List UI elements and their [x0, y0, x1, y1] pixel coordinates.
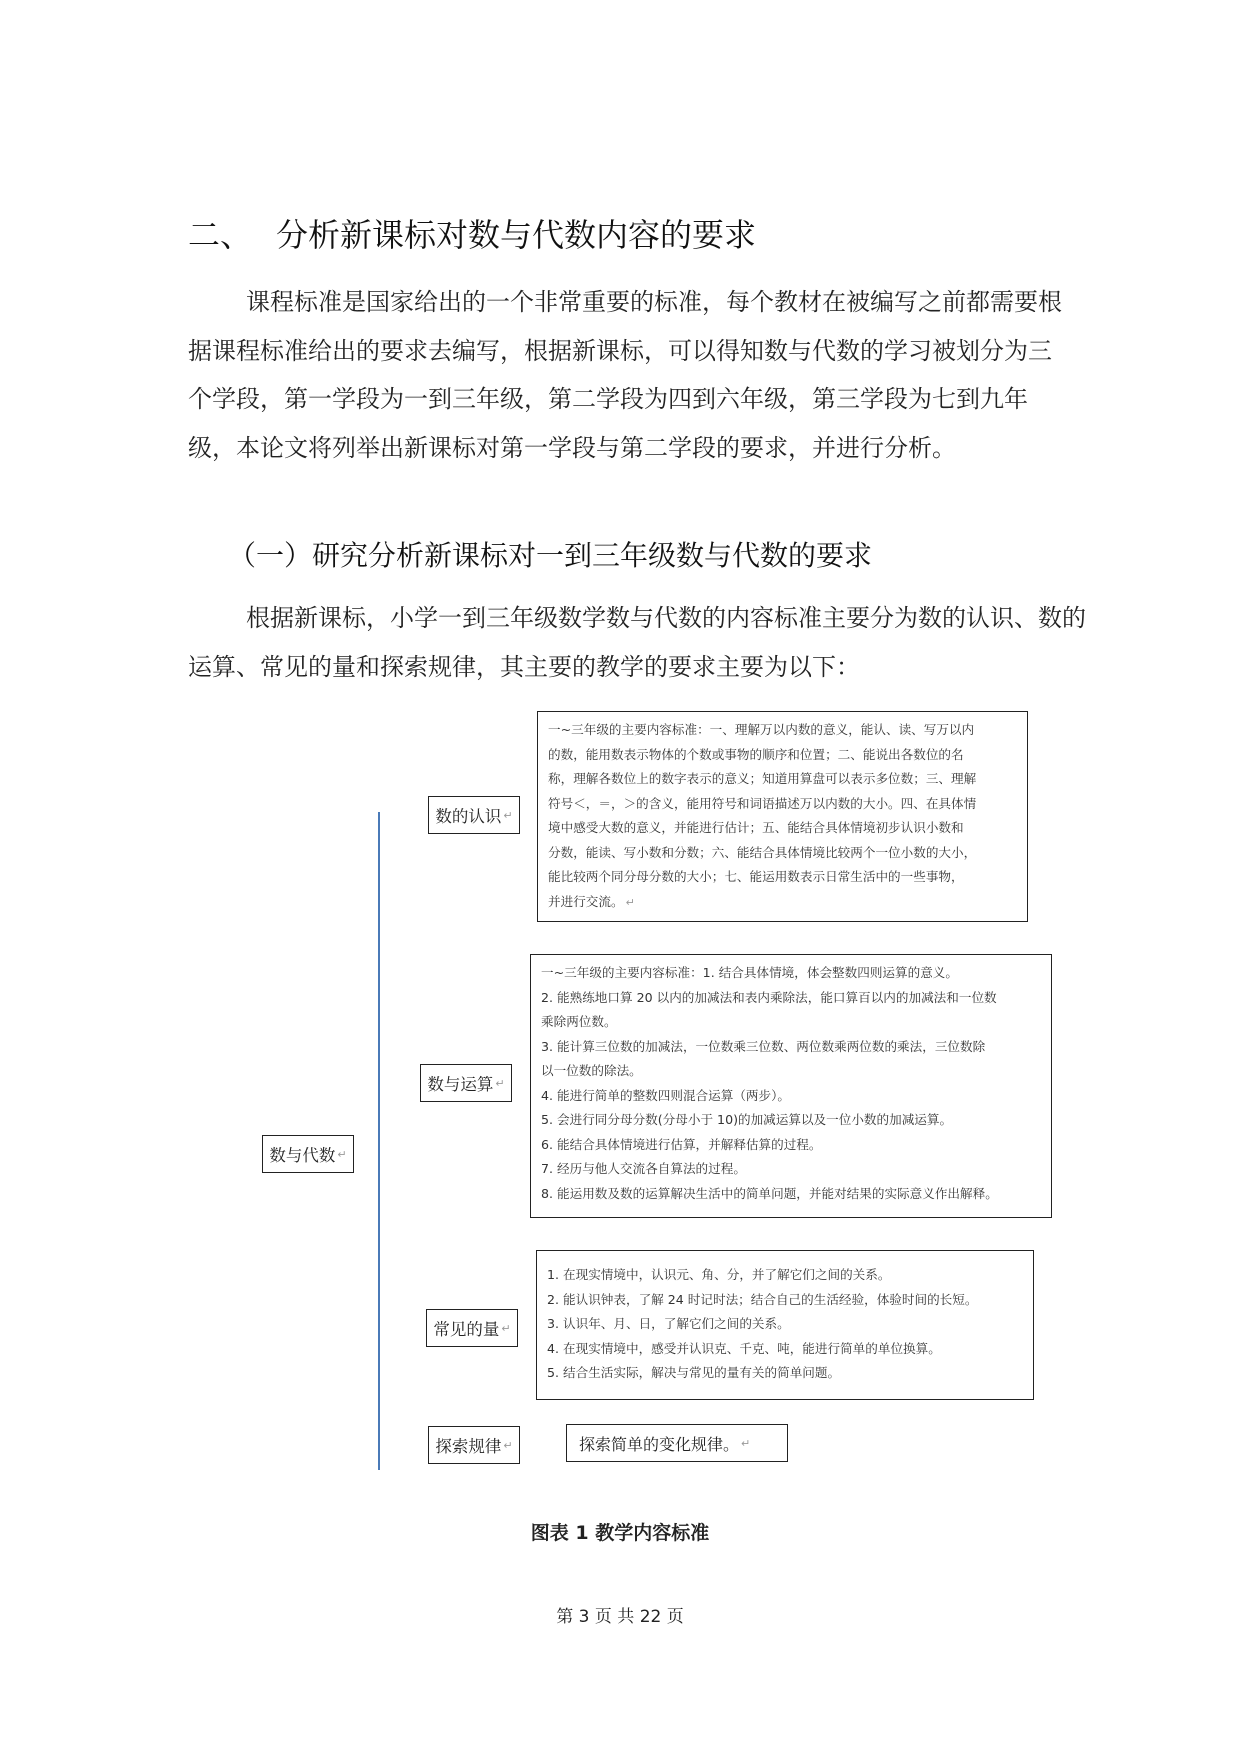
bracket-line [378, 812, 380, 1470]
text-line: 分数，能读、写小数和分数；六、能结合具体情境比较两个一位小数的大小， [548, 844, 977, 860]
section-title: 分析新课标对数与代数内容的要求 [276, 216, 757, 254]
branch-label-number-operations: 数与运算 ↵ [420, 1064, 512, 1102]
branch-label-common-quantities: 常见的量 ↵ [426, 1309, 518, 1347]
root-label: 数与代数 [269, 1146, 336, 1165]
text-line: 探索简单的变化规律。 [579, 1434, 740, 1454]
figure-caption: 图表 1 教学内容标准 [530, 1522, 710, 1544]
text-line: 以一位数的除法。 [541, 1063, 642, 1078]
text-line: 称，理解各数位上的数字表示的意义；知道用算盘可以表示多位数；三、理解 [548, 771, 977, 786]
text-line: 境中感受大数的意义，并能进行估计；五、能结合具体情境初步认识小数和 [548, 820, 964, 835]
section-heading [188, 210, 756, 256]
text-line: 8. 能运用数及数的运算解决生活中的简单问题，并能对结果的实际意义作出解释。 [541, 1185, 998, 1201]
section-number: 二、 [188, 216, 253, 254]
text-line: 一~三年级的主要内容标准：1. 结合具体情境，体会整数四则运算的意义。 [541, 965, 958, 980]
text-line: 4. 能进行简单的整数四则混合运算（两步）。 [541, 1087, 791, 1103]
text-line: 4. 在现实情境中，感受并认识克、千克、吨，能进行简单的单位换算。 [547, 1340, 941, 1356]
root-node: 数与代数 ↵ [262, 1135, 354, 1173]
text-line: 5. 结合生活实际，解决与常见的量有关的简单问题。 [547, 1365, 841, 1380]
intro-paragraph [188, 278, 1068, 472]
text-line: 3. 能计算三位数的加减法，一位数乘三位数、两位数乘两位数的乘法，三位数除 [541, 1038, 986, 1054]
content-box-exploring-patterns: 探索简单的变化规律。 ↵ [566, 1424, 788, 1462]
intro-paragraph-text: 课程标准是国家给出的一个非常重要的标准，每个教材在被编写之前都需要根据课程标准给出的要求去编写，根据新课标，可以得知数与代数的学习被划分为三个学段，第一学段为一到三年级，第二学段为四到六年级，第三学段为七到九年级，本论文将列举出新课标对第一学段与第二学段的要求，并进行分析。 [188, 288, 1062, 462]
text-line: 1. 在现实情境中，认识元、角、分，并了解它们之间的关系。 [547, 1267, 891, 1282]
subsection-heading: （一）研究分析新课标对一到三年级数与代数的要求 [228, 539, 873, 572]
text-line: 乘除两位数。 [541, 1014, 617, 1029]
content-paragraph-text: 根据新课标，小学一到三年级数学数与代数的内容标准主要分为数的认识、数的运算、常见的量和探索规律，其主要的教学的要求主要为以下： [188, 604, 1086, 681]
text-line: 一~三年级的主要内容标准：一、理解万以内数的意义，能认、读、写万以内 [548, 722, 975, 737]
text-line: 能比较两个同分母分数的大小；七、能运用数表示日常生活中的一些事物， [548, 869, 964, 884]
text-line: 6. 能结合具体情境进行估算，并解释估算的过程。 [541, 1136, 822, 1152]
branch-label-number-recognition: 数的认识 ↵ [428, 796, 520, 834]
text-line: 5. 会进行同分母分数(分母小于 10)的加减运算以及一位小数的加减运算。 [541, 1112, 953, 1127]
content-box-number-operations [530, 954, 1052, 1218]
text-line: 2. 能熟练地口算 20 以内的加减法和表内乘除法，能口算百以内的加减法和一位数 [541, 989, 997, 1005]
branch-label-exploring-patterns: 探索规律 ↵ [428, 1426, 520, 1464]
content-paragraph [188, 594, 1088, 691]
text-line: 并进行交流。 [548, 893, 624, 909]
text-line: 3. 认识年、月、日，了解它们之间的关系。 [547, 1316, 790, 1331]
text-line: 2. 能认识钟表，了解 24 时记时法；结合自己的生活经验，体验时间的长短。 [547, 1291, 978, 1307]
page-footer: 第 3 页 共 22 页 [556, 1607, 684, 1627]
text-line: 的数，能用数表示物体的个数或事物的顺序和位置；二、能说出各数位的名 [548, 746, 964, 762]
content-box-common-quantities [536, 1250, 1034, 1400]
text-line: 7. 经历与他人交流各自算法的过程。 [541, 1161, 746, 1176]
text-line: 符号＜，＝，＞的含义，能用符号和词语描述万以内数的大小。四、在具体情 [548, 795, 977, 811]
content-box-number-recognition: 一~三年级的主要内容标准：一、理解万以内数的意义，能认、读、写万以内 的数，能用数表示物体的个数或事物的顺序和位置；二、能说出各数位的名 称，理解各数位上的数字表示的意义；知道用算盘可以表示多位数；三、理解 符号＜，＝，＞的含义，能用符号和词语描述万以内数的大小。四、在具体情 境中感受大数的意义，并能进行估计；五、能结合具体情境初步认识小数和 分数，能读、写小数和分数；六、能结合具体情境比较两个一位小数的大小， 能比较两个同分母分数的大小；七、能运用数表示日常生活中的一些事物， 并进行交流。 ↵ [537, 711, 1028, 922]
